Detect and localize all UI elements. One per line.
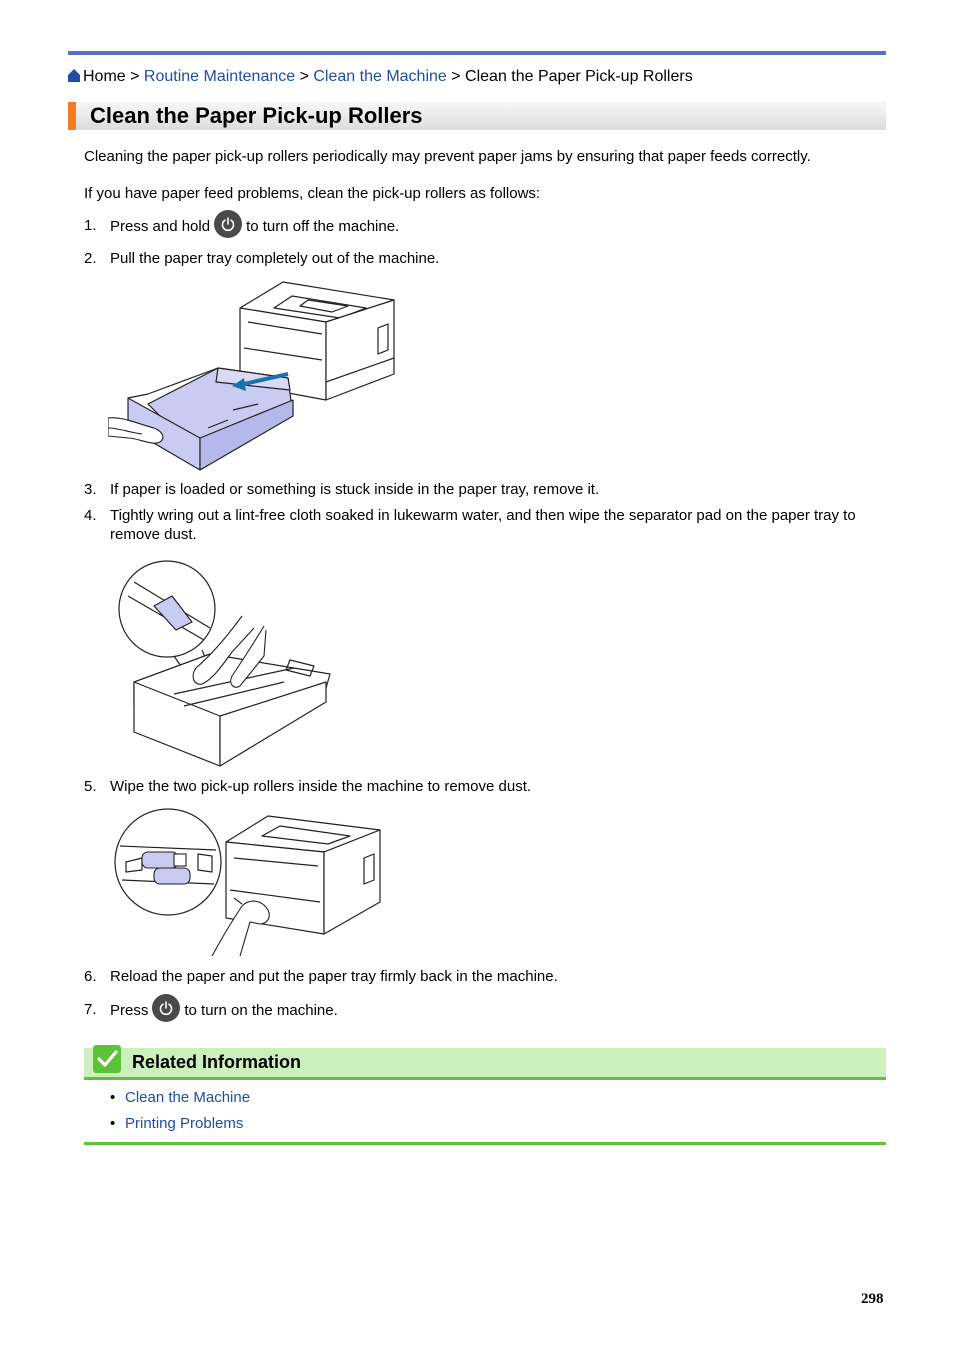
step-text xyxy=(110,216,870,238)
intro-paragraph: Cleaning the paper pick-up rollers periodically may prevent paper jams by ensuring that paper feeds correctly. xyxy=(84,148,811,165)
breadcrumb xyxy=(68,67,693,87)
printer-tray-removal-illustration xyxy=(108,278,400,474)
breadcrumb-link-clean-the-machine[interactable]: Clean the Machine xyxy=(313,68,447,85)
step-number: 7. xyxy=(84,1001,97,1018)
related-link-printing-problems[interactable]: Printing Problems xyxy=(125,1115,244,1132)
breadcrumb-link-routine-maintenance[interactable]: Routine Maintenance xyxy=(143,68,296,85)
related-information-title: Related Information xyxy=(132,1052,302,1072)
step-number: 1. xyxy=(84,217,97,234)
breadcrumb-separator: > xyxy=(295,68,314,85)
power-button-icon[interactable] xyxy=(152,994,180,1022)
power-button-icon[interactable] xyxy=(214,210,242,238)
step-number: 5. xyxy=(84,778,97,795)
lead-paragraph: If you have paper feed problems, clean the pick-up rollers as follows: xyxy=(84,185,541,202)
related-link-item: • Clean the Machine xyxy=(110,1089,251,1106)
step-text: Wipe the two pick-up rollers inside the machine to remove dust. xyxy=(110,778,532,795)
page-title: Clean the Paper Pick-up Rollers xyxy=(90,103,423,128)
step-text: Reload the paper and put the paper tray firmly back in the machine. xyxy=(110,968,558,985)
power-icon xyxy=(158,1000,174,1016)
related-information-rule xyxy=(84,1077,886,1080)
step-number: 6. xyxy=(84,968,97,985)
pickup-rollers-cleaning-illustration xyxy=(112,806,384,958)
checkmark-icon xyxy=(92,1044,122,1074)
breadcrumb-home[interactable]: Home xyxy=(83,68,126,85)
step-text-before: Press xyxy=(110,1001,149,1019)
step-number: 2. xyxy=(84,250,97,267)
top-rule xyxy=(68,51,886,55)
breadcrumb-separator: > xyxy=(446,68,466,85)
related-link-clean-the-machine[interactable]: Clean the Machine xyxy=(125,1089,251,1106)
related-information-header xyxy=(84,1048,886,1077)
step-text-after: to turn on the machine. xyxy=(184,1001,338,1019)
step-text xyxy=(110,1000,870,1022)
step-text: Tightly wring out a lint-free cloth soaked in lukewarm water, and then wipe the separator pad on the paper tray to remove dust. xyxy=(110,507,856,543)
home-icon[interactable] xyxy=(68,69,80,82)
breadcrumb-separator: > xyxy=(125,68,144,85)
step-text-after: to turn off the machine. xyxy=(246,217,400,235)
step-text-before: Press and hold xyxy=(110,217,211,235)
page-title-bar xyxy=(68,102,886,130)
power-icon xyxy=(220,216,236,232)
title-accent-bar xyxy=(68,102,76,130)
step-number: 4. xyxy=(84,507,97,524)
step-number: 3. xyxy=(84,481,97,498)
related-link-item: • Printing Problems xyxy=(110,1115,244,1132)
separator-pad-cleaning-illustration xyxy=(114,556,336,770)
page-number: 298 xyxy=(861,1291,884,1307)
breadcrumb-current: Clean the Paper Pick-up Rollers xyxy=(465,68,693,85)
step-text: Pull the paper tray completely out of the machine. xyxy=(110,250,440,267)
related-information-bottom-rule xyxy=(84,1142,886,1145)
step-text: If paper is loaded or something is stuck inside in the paper tray, remove it. xyxy=(110,481,600,498)
